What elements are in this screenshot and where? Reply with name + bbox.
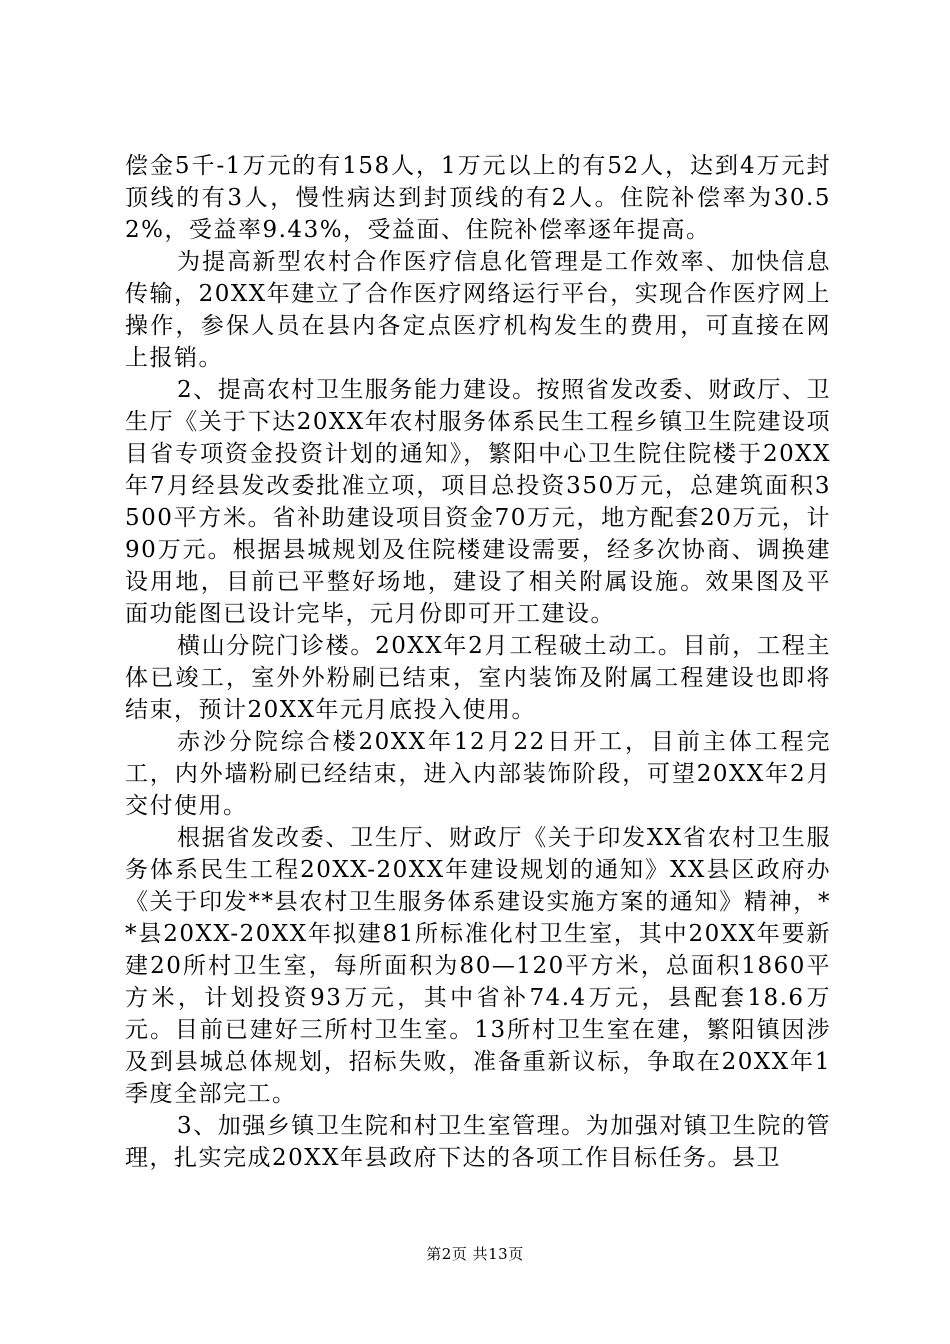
paragraph-hengshan-branch: 横山分院门诊楼。20XX年2月工程破土动工。目前，工程主体已竣工，室外外粉刷已结束，室内装饰及附属工程建设也即将结束，预计20XX年元月底投入使用。 (125, 633, 831, 723)
paragraph-informatization: 为提高新型农村合作医疗信息化管理是工作效率、加快信息传输，20XX年建立了合作医疗网络运行平台，实现合作医疗网上操作，参保人员在县内各定点医疗机构发生的费用，可直接在网上报销。 (125, 249, 831, 371)
page-number-footer: 第2页 共13页 (426, 1245, 524, 1263)
paragraph-continuation: 偿金5千-1万元的有158人，1万元以上的有52人，达到4万元封顶线的有3人，慢性病达到封顶线的有2人。住院补偿率为30.52%，受益率9.43%，受益面、住院补偿率逐年提高。 (125, 153, 831, 243)
paragraph-village-clinics: 根据省发改委、卫生厅、财政厅《关于印发XX省农村卫生服务体系民生工程20XX-20XX年建设规划的通知》XX县区政府办《关于印发**县农村卫生服务体系建设实施方案的通知》精神，**县20XX-20XX年拟建81所标准化村卫生室，其中20XX年要新建20所村卫生室，每所面积为80—120平方米，总面积1860平方米，计划投资93万元，其中省补74.4万元，县配套18.6万元。目前已建好三所村卫生室。13所村卫生室在建，繁阳镇因涉及到县城总体规划，招标失败，准备重新议标，争取在20XX年1季度全部完工。 (125, 825, 831, 1107)
document-body (125, 150, 831, 1174)
paragraph-chisha-branch: 赤沙分院综合楼20XX年12月22日开工，目前主体工程完工，内外墙粉刷已经结束，进入内部装饰阶段，可望20XX年2月交付使用。 (125, 729, 831, 819)
paragraph-capacity-building: 2、提高农村卫生服务能力建设。按照省发改委、财政厅、卫生厅《关于下达20XX年农村服务体系民生工程乡镇卫生院建设项目省专项资金投资计划的通知》，繁阳中心卫生院住院楼于20XX年7月经县发改委批准立项，项目总投资350万元，总建筑面积3500平方米。省补助建设项目资金70万元，地方配套20万元，计90万元。根据县城规划及住院楼建设需要，经多次协商、调换建设用地，目前已平整好场地，建设了相关附属设施。效果图及平面功能图已设计完毕，元月份即可开工建设。 (125, 377, 831, 627)
paragraph-management: 3、加强乡镇卫生院和村卫生室管理。为加强对镇卫生院的管理，扎实完成20XX年县政府下达的各项工作目标任务。县卫 (125, 1113, 831, 1171)
